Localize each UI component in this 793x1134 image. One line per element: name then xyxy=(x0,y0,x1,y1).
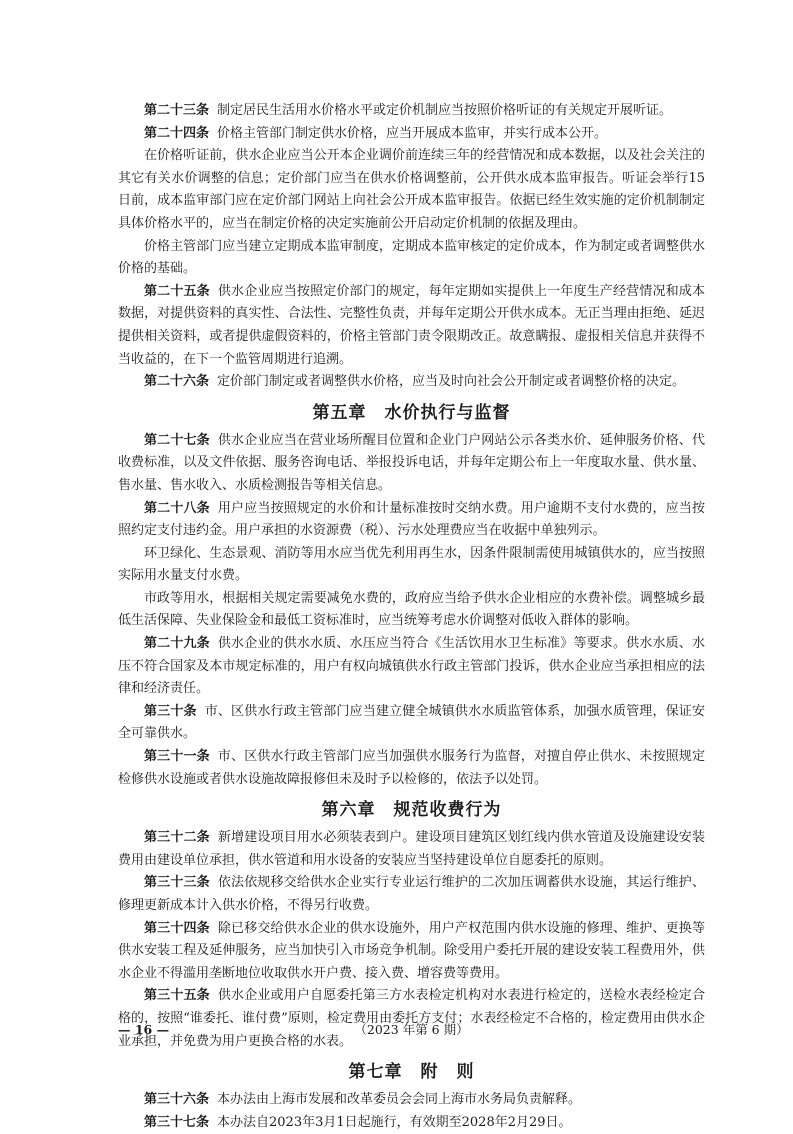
article-paragraph xyxy=(118,1089,705,1112)
article-number: 第二十四条 xyxy=(144,125,210,141)
article-number: 第三十三条 xyxy=(144,875,210,891)
article-number: 第三十六条 xyxy=(144,1092,210,1108)
article-paragraph xyxy=(118,371,705,394)
section-d xyxy=(118,1089,705,1134)
issue-label: （2023 年第 6 期） xyxy=(354,1022,469,1037)
article-paragraph xyxy=(118,100,705,123)
article-number: 第二十三条 xyxy=(144,103,210,118)
chapter-heading-6: 第六章 规范收费行为 xyxy=(321,800,502,821)
article-paragraph xyxy=(118,430,705,498)
paragraph-text: 本办法自2023年3月1日起施行，有效期至2028年2月29日。 xyxy=(217,1114,572,1130)
paragraph xyxy=(118,588,705,633)
article-number: 第三十条 xyxy=(144,703,197,719)
paragraph-text: 新增建设项目用水必须装表到户。建设项目建筑区划红线内供水管道及设施建设安装费用由建设单位承担，供水管道和用水设备的安装应当坚持建设单位自愿委托的原则。 xyxy=(118,830,705,868)
article-number: 第二十九条 xyxy=(144,636,210,652)
chapter-heading-5: 第五章 水价执行与监督 xyxy=(312,402,511,423)
article-paragraph xyxy=(118,1112,705,1134)
article-number: 第三十七条 xyxy=(144,1114,210,1130)
article-paragraph xyxy=(118,701,705,746)
article-number: 第二十八条 xyxy=(144,500,210,516)
section-a xyxy=(118,100,705,394)
article-paragraph xyxy=(118,123,705,146)
paragraph-text: 市、区供水行政主管部门应当建立健全城镇供水水质监管体系，加强水质管理，保证安全可靠供水。 xyxy=(118,703,705,742)
article-paragraph xyxy=(118,918,705,986)
article-paragraph xyxy=(118,633,705,701)
article-number: 第三十五条 xyxy=(144,988,210,1004)
paragraph-text: 用户应当按照规定的水价和计量标准按时交纳水费。用户逾期不支付水费的，应当按照约定支付违约金。用户承担的水资源费（税）、污水处理费应当在收据中单独列示。 xyxy=(118,500,705,539)
paragraph xyxy=(118,145,705,235)
article-paragraph xyxy=(118,827,705,872)
page-number: — 16 — xyxy=(118,1022,170,1037)
chapter-heading-7: 第七章 附 则 xyxy=(348,1062,475,1083)
paragraph-text: 在价格听证前，供水企业应当公开本企业调价前连续三年的经营情况和成本数据，以及社会关注的其它有关水价调整的信息；定价部门应当在供水价格调整前，公开供水成本监审报告。听证会举行15日前，成本监审部门应在定价部门网站上向社会公开成本监审报告。依据已经生效实施的定价机制制定具体价格水平的，应当在制定价格的决定实施前公开启动定价机制的依据及理由。 xyxy=(118,148,705,231)
document-body xyxy=(118,100,705,1134)
paragraph-text: 除已移交给供水企业的供水设施外，用户产权范围内供水设施的修理、维护、更换等供水安装工程及延伸服务，应当加快引入市场竞争机制。除受用户委托开展的建设安装工程费用外，供水企业不得滥用垄断地位收取供水开户费、接入费、增容费等费用。 xyxy=(118,920,705,981)
article-number: 第三十一条 xyxy=(144,749,210,765)
paragraph-text: 供水企业应当按照定价部门的规定，每年定期如实提供上一年度生产经营情况和成本数据，对提供资料的真实性、合法性、完整性负责，并每年定期公开供水成本。无正当理由拒绝、延迟提供相关资料，或者提供虚假资料的，价格主管部门责令限期改正。故意瞒报、虚报相关信息并获得不当收益的，在下一个监管周期进行追溯。 xyxy=(118,283,705,367)
paragraph-text: 定价部门制定或者调整供水价格，应当及时向社会公开制定或者调整价格的决定。 xyxy=(217,374,686,390)
article-number: 第三十四条 xyxy=(144,920,210,936)
paragraph-text: 供水企业或用户自愿委托第三方水表检定机构对水表进行检定的，送检水表经检定合格的，按照“谁委托、谁付费”原则，检定费用由委托方支付；水表经检定不合格的，检定费用由供水企业承担，并免费为用户更换合格的水表。 xyxy=(118,988,705,1049)
article-number: 第三十二条 xyxy=(144,830,210,846)
paragraph-text: 供水企业的供水水质、水压应当符合《生活饮用水卫生标准》等要求。供水水质、水压不符合国家及本市规定标准的，用户有权向城镇供水行政主管部门投诉，供水企业应当承担相应的法律和经济责任。 xyxy=(118,636,705,697)
paragraph-text: 供水企业应当在营业场所醒目位置和企业门户网站公示各类水价、延伸服务价格、代收费标准，以及文件依据、服务咨询电话、举报投诉电话，并每年定期公布上一年度取水量、供水量、售水量、售水收入、水质检测报告等相关信息。 xyxy=(118,432,705,493)
paragraph-text: 本办法由上海市发展和改革委员会会同上海市水务局负责解释。 xyxy=(217,1092,582,1108)
section-b xyxy=(118,430,705,792)
paragraph-text: 市政等用水，根据相关规定需要减免水费的，政府应当给予供水企业相应的水费补偿。调整城乡最低生活保障、失业保险金和最低工资标准时，应当统筹考虑水价调整对低收入群体的影响。 xyxy=(118,590,705,629)
article-number: 第二十六条 xyxy=(144,374,210,390)
article-number: 第二十七条 xyxy=(144,432,210,448)
article-paragraph xyxy=(118,872,705,917)
page-footer xyxy=(118,1020,705,1040)
paragraph-text: 价格主管部门应当建立定期成本监审制度，定期成本监审核定的定价成本，作为制定或者调整供水价格的基础。 xyxy=(118,238,705,277)
article-number: 第二十五条 xyxy=(144,283,210,299)
article-paragraph xyxy=(118,281,705,371)
article-paragraph xyxy=(118,498,705,543)
paragraph-text: 制定居民生活用水价格水平或定价机制应当按照价格听证的有关规定开展听证。 xyxy=(217,103,673,118)
paragraph xyxy=(118,236,705,281)
paragraph xyxy=(118,543,705,588)
paragraph-text: 依法依规移交给供水企业实行专业运行维护的二次加压调蓄供水设施，其运行维护、修理更新成本计入供水价格，不得另行收费。 xyxy=(118,875,705,913)
paragraph-text: 环卫绿化、生态景观、消防等用水应当优先利用再生水，因条件限制需使用城镇供水的，应当按照实际用水量支付水费。 xyxy=(118,545,705,584)
paragraph-text: 价格主管部门制定供水价格，应当开展成本监审，并实行成本公开。 xyxy=(217,125,608,141)
article-paragraph xyxy=(118,746,705,791)
paragraph-text: 市、区供水行政主管部门应当加强供水服务行为监督，对擅自停止供水、未按照规定检修供水设施或者供水设施故障报修但未及时予以检修的，依法予以处罚。 xyxy=(118,749,705,787)
